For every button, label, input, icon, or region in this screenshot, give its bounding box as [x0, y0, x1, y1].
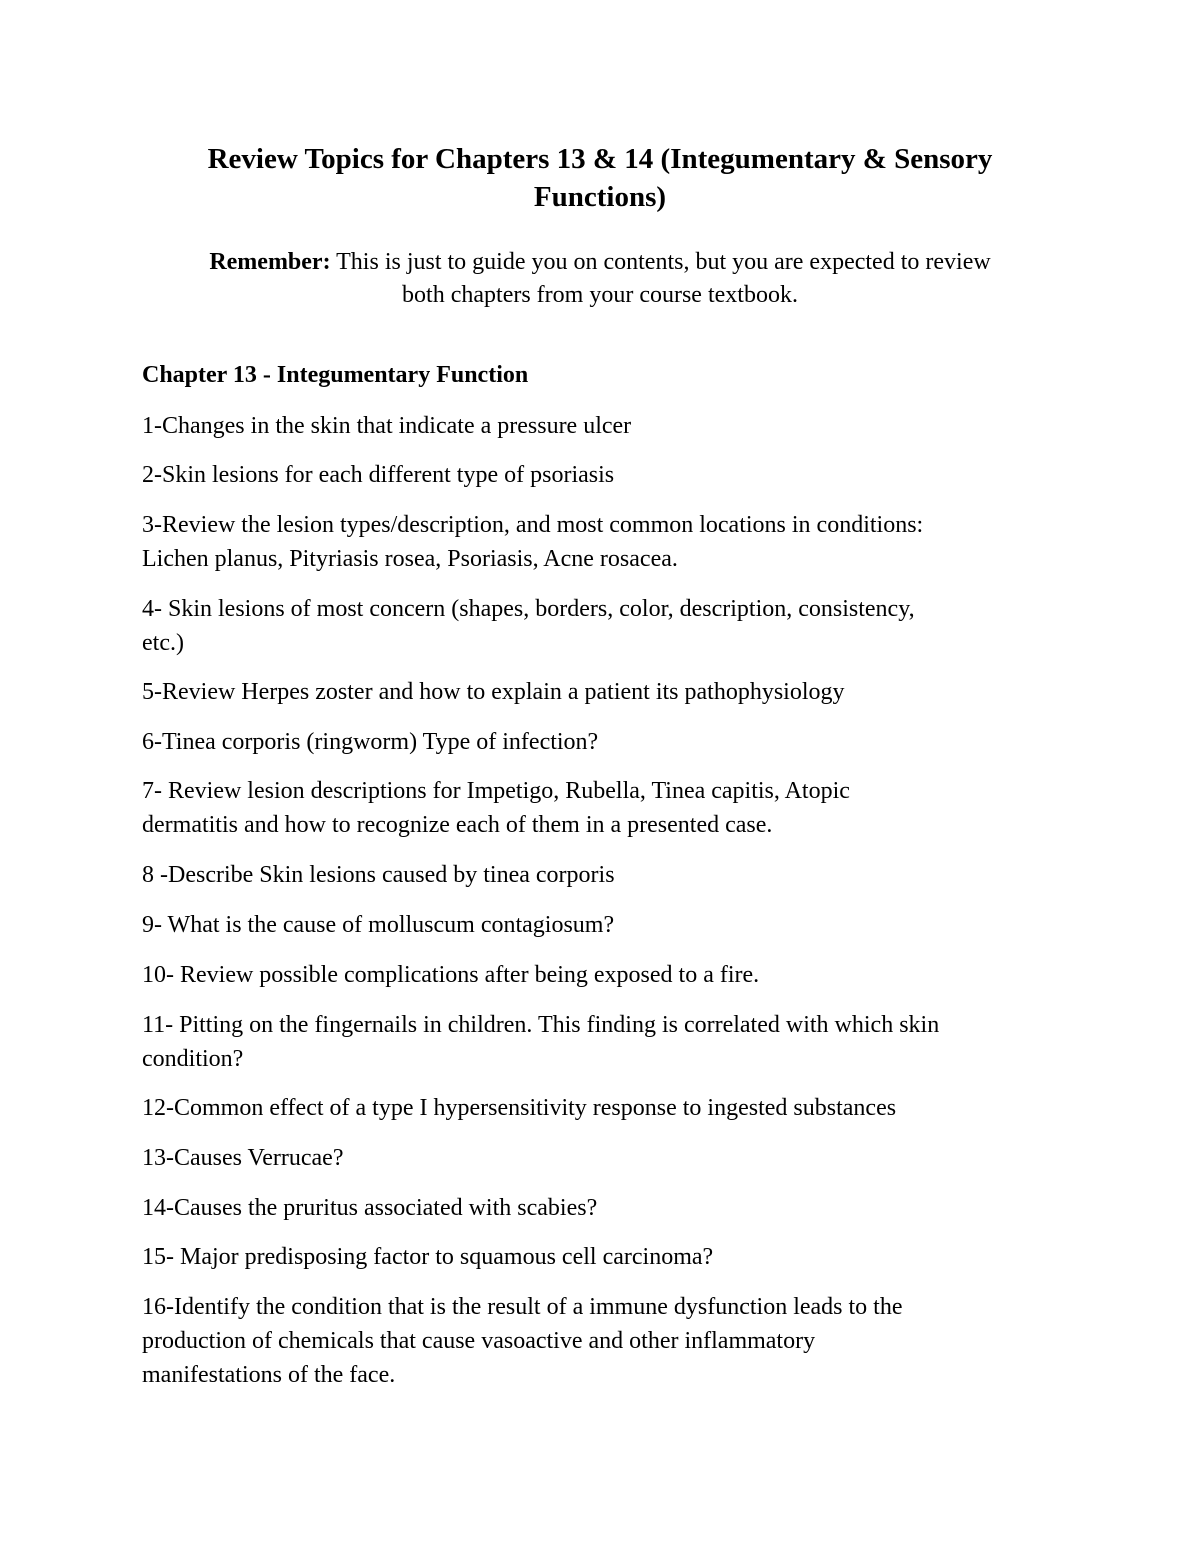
topic-item-5 [142, 675, 1072, 709]
topic-item-3 [142, 508, 1072, 576]
topic-line: 16-Identify the condition that is the result of a immune dysfunction leads to the [142, 1294, 903, 1320]
topic-line: 11- Pitting on the fingernails in children. This finding is correlated with which skin [142, 1012, 940, 1038]
topic-item-12 [142, 1091, 1072, 1125]
topic-item-13 [142, 1141, 1072, 1175]
topic-item-14 [142, 1191, 1072, 1225]
topic-item-11 [142, 1008, 1072, 1076]
topic-item-9 [142, 908, 1072, 942]
chapter-13-heading: Chapter 13 - Integumentary Function [142, 362, 529, 388]
topic-item-8 [142, 858, 1072, 892]
document-title [120, 140, 1080, 216]
topic-line: etc.) [142, 630, 184, 656]
title-line-1: Review Topics for Chapters 13 & 14 (Integumentary & Sensory [207, 143, 993, 175]
topic-line: manifestations of the face. [142, 1362, 396, 1388]
topic-line: 6-Tinea corporis (ringworm) Type of infection? [142, 729, 599, 755]
remember-line-1-text: This is just to guide you on contents, but you are expected to review [330, 249, 991, 275]
topic-line: condition? [142, 1046, 244, 1072]
topic-line: 1-Changes in the skin that indicate a pressure ulcer [142, 413, 632, 439]
topic-line: dermatitis and how to recognize each of them in a presented case. [142, 812, 773, 838]
topic-line: 3-Review the lesion types/description, and most common locations in conditions: [142, 512, 924, 538]
topic-item-15 [142, 1240, 1072, 1274]
topic-item-16 [142, 1290, 1072, 1392]
topic-line: 13-Causes Verrucae? [142, 1145, 344, 1171]
topic-line: 7- Review lesion descriptions for Impetigo, Rubella, Tinea capitis, Atopic [142, 778, 850, 804]
topic-line: 14-Causes the pruritus associated with scabies? [142, 1195, 598, 1221]
topic-line: 15- Major predisposing factor to squamous cell carcinoma? [142, 1244, 714, 1270]
topic-line: 4- Skin lesions of most concern (shapes, borders, color, description, consistency, [142, 596, 915, 622]
topic-line: 8 -Describe Skin lesions caused by tinea corporis [142, 862, 615, 888]
topic-line: 10- Review possible complications after being exposed to a fire. [142, 962, 760, 988]
remember-note [120, 246, 1080, 312]
topic-line: Lichen planus, Pityriasis rosea, Psoriasis, Acne rosacea. [142, 546, 678, 572]
topic-item-10 [142, 958, 1072, 992]
title-line-2: Functions) [533, 181, 667, 213]
remember-line-2: both chapters from your course textbook. [402, 282, 798, 308]
topic-item-4 [142, 592, 1072, 660]
topic-line: 12-Common effect of a type I hypersensitivity response to ingested substances [142, 1095, 897, 1121]
remember-label: Remember: [209, 249, 331, 275]
topic-item-1 [142, 409, 1072, 443]
topic-item-2 [142, 458, 1072, 492]
topic-line: 2-Skin lesions for each different type of psoriasis [142, 462, 615, 488]
topic-line: 9- What is the cause of molluscum contagiosum? [142, 912, 615, 938]
topic-item-6 [142, 725, 1072, 759]
topic-line: 5-Review Herpes zoster and how to explain a patient its pathophysiology [142, 679, 845, 705]
topic-line: production of chemicals that cause vasoactive and other inflammatory [142, 1328, 816, 1354]
topic-item-7 [142, 774, 1072, 842]
remember-line-1 [120, 246, 1080, 279]
